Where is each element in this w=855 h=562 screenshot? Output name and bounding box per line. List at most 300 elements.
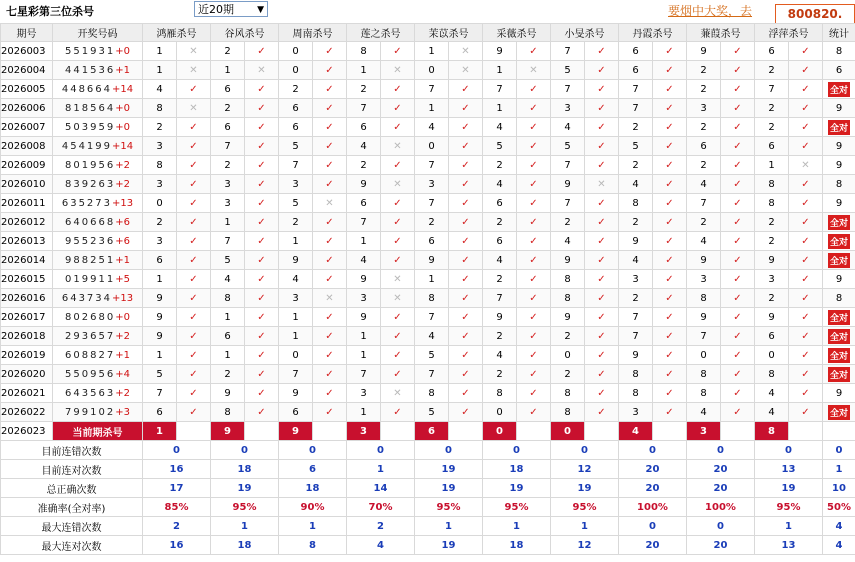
kill-value: 7 <box>755 80 789 99</box>
check-icon <box>449 137 483 156</box>
hit-check-icon: ✓ <box>189 216 198 228</box>
hit-check-icon: ✓ <box>665 178 674 190</box>
draw-increment: +0 <box>115 45 130 57</box>
table-row <box>1 99 855 118</box>
hit-check-icon: ✓ <box>597 102 606 114</box>
kill-value: 3 <box>619 270 653 289</box>
kill-value: 7 <box>211 137 245 156</box>
kill-value: 2 <box>415 213 449 232</box>
check-icon <box>789 118 823 137</box>
hit-check-icon: ✓ <box>733 330 742 342</box>
cross-icon <box>177 99 211 118</box>
draw-increment: +6 <box>115 235 130 247</box>
period-cell: 2026007 <box>1 118 53 137</box>
table-row <box>1 232 855 251</box>
miss-cross-icon: ✕ <box>325 292 334 304</box>
hit-check-icon: ✓ <box>461 292 470 304</box>
current-kill-blank <box>381 422 415 441</box>
period-range-value: 近20期 <box>198 3 234 16</box>
stats-value: 1 <box>483 517 551 536</box>
hit-check-icon: ✓ <box>597 330 606 342</box>
hit-check-icon: ✓ <box>801 406 810 418</box>
current-kill-label: 当前期杀号 <box>53 422 143 441</box>
draw-digits: 988251 <box>65 254 116 266</box>
hit-check-icon: ✓ <box>597 140 606 152</box>
kill-value: 2 <box>687 118 721 137</box>
hit-check-icon: ✓ <box>597 292 606 304</box>
stat-cell <box>823 346 855 365</box>
kill-value: 9 <box>347 308 381 327</box>
draw-numbers-cell <box>53 403 143 422</box>
kill-value: 2 <box>483 270 517 289</box>
draw-increment: +13 <box>112 292 134 304</box>
check-icon <box>245 270 279 289</box>
kill-value: 2 <box>347 156 381 175</box>
check-icon <box>517 118 551 137</box>
stat-cell <box>823 270 855 289</box>
hit-check-icon: ✓ <box>733 102 742 114</box>
check-icon <box>585 118 619 137</box>
kill-value: 7 <box>551 80 585 99</box>
hit-check-icon: ✓ <box>801 197 810 209</box>
draw-increment: +0 <box>115 121 130 133</box>
stat-cell <box>823 327 855 346</box>
miss-cross-icon: ✕ <box>393 140 402 152</box>
stats-label: 最大连对次数 <box>1 536 143 555</box>
check-icon <box>721 232 755 251</box>
hit-check-icon: ✓ <box>325 387 334 399</box>
kill-value: 1 <box>143 270 177 289</box>
current-kill-blank <box>313 422 347 441</box>
check-icon <box>313 365 347 384</box>
stats-value: 20 <box>687 460 755 479</box>
hit-check-icon: ✓ <box>325 45 334 57</box>
kill-value: 4 <box>415 118 449 137</box>
cross-icon <box>381 137 415 156</box>
hit-check-icon: ✓ <box>461 102 470 114</box>
hit-check-icon: ✓ <box>733 140 742 152</box>
check-icon <box>517 99 551 118</box>
chevron-down-icon: ▼ <box>257 5 264 15</box>
kill-value: 5 <box>619 137 653 156</box>
hit-check-icon: ✓ <box>393 121 402 133</box>
cross-icon <box>381 384 415 403</box>
stats-value: 100% <box>687 498 755 517</box>
kill-value: 9 <box>279 384 313 403</box>
stats-value: 14 <box>347 479 415 498</box>
check-icon <box>517 308 551 327</box>
kill-value: 9 <box>143 327 177 346</box>
draw-numbers-cell <box>53 175 143 194</box>
kill-value: 6 <box>483 194 517 213</box>
hit-check-icon: ✓ <box>393 330 402 342</box>
hit-check-icon: ✓ <box>665 311 674 323</box>
check-icon <box>721 327 755 346</box>
check-icon <box>245 232 279 251</box>
check-icon <box>653 194 687 213</box>
stats-value: 100% <box>619 498 687 517</box>
table-row <box>1 137 855 156</box>
hit-check-icon: ✓ <box>733 368 742 380</box>
kill-value: 8 <box>415 289 449 308</box>
stats-value: 20 <box>619 460 687 479</box>
current-stat-blank <box>823 422 855 441</box>
kill-value: 9 <box>347 270 381 289</box>
hit-check-icon: ✓ <box>189 387 198 399</box>
hit-check-icon: ✓ <box>257 197 266 209</box>
kill-value: 6 <box>347 194 381 213</box>
period-cell: 2026019 <box>1 346 53 365</box>
kill-value: 2 <box>483 156 517 175</box>
hit-check-icon: ✓ <box>733 64 742 76</box>
check-icon <box>585 289 619 308</box>
cross-icon <box>381 175 415 194</box>
hit-check-icon: ✓ <box>393 83 402 95</box>
hit-check-icon: ✓ <box>801 311 810 323</box>
hit-check-icon: ✓ <box>597 216 606 228</box>
kill-value: 3 <box>687 270 721 289</box>
hit-check-icon: ✓ <box>665 121 674 133</box>
hit-check-icon: ✓ <box>393 368 402 380</box>
draw-numbers-cell <box>53 99 143 118</box>
check-icon <box>245 384 279 403</box>
stats-value: 4 <box>347 536 415 555</box>
hit-check-icon: ✓ <box>325 159 334 171</box>
hit-check-icon: ✓ <box>597 311 606 323</box>
kill-value: 8 <box>619 365 653 384</box>
stat-cell <box>823 118 855 137</box>
hit-check-icon: ✓ <box>257 292 266 304</box>
kill-value: 7 <box>551 42 585 61</box>
hit-check-icon: ✓ <box>257 273 266 285</box>
draw-numbers-cell <box>53 251 143 270</box>
check-icon <box>177 270 211 289</box>
draw-increment: +2 <box>115 330 130 342</box>
all-correct-badge: 全对 <box>828 310 850 325</box>
kill-value: 7 <box>687 327 721 346</box>
miss-cross-icon: ✕ <box>325 197 334 209</box>
hit-check-icon: ✓ <box>461 197 470 209</box>
kill-value: 4 <box>483 346 517 365</box>
stats-value: 8 <box>279 536 347 555</box>
check-icon <box>585 384 619 403</box>
check-icon <box>381 156 415 175</box>
check-icon <box>245 156 279 175</box>
check-icon <box>653 99 687 118</box>
all-correct-badge: 全对 <box>828 215 850 230</box>
table-row <box>1 156 855 175</box>
kill-value: 9 <box>687 251 721 270</box>
hit-check-icon: ✓ <box>665 83 674 95</box>
hit-check-icon: ✓ <box>801 387 810 399</box>
period-cell: 2026017 <box>1 308 53 327</box>
header-expert: 茉苡杀号 <box>415 24 483 42</box>
check-icon <box>177 156 211 175</box>
stat-value: 8 <box>835 178 843 190</box>
kill-value: 5 <box>551 61 585 80</box>
kill-value: 4 <box>483 251 517 270</box>
draw-increment: +1 <box>115 349 130 361</box>
hit-check-icon: ✓ <box>189 349 198 361</box>
current-kill-value: 3 <box>687 422 721 441</box>
draw-increment: +5 <box>115 273 130 285</box>
all-correct-badge: 全对 <box>828 234 850 249</box>
stats-value: 19 <box>415 479 483 498</box>
hit-check-icon: ✓ <box>801 330 810 342</box>
hit-check-icon: ✓ <box>801 368 810 380</box>
kill-value: 7 <box>415 365 449 384</box>
stat-value: 9 <box>835 387 843 399</box>
draw-increment: +0 <box>115 311 130 323</box>
hit-check-icon: ✓ <box>733 83 742 95</box>
hit-check-icon: ✓ <box>597 406 606 418</box>
check-icon <box>789 346 823 365</box>
miss-cross-icon: ✕ <box>801 159 810 171</box>
kill-value: 6 <box>211 118 245 137</box>
all-correct-badge: 全对 <box>828 329 850 344</box>
period-cell: 2026011 <box>1 194 53 213</box>
kill-value: 5 <box>415 346 449 365</box>
hit-check-icon: ✓ <box>665 64 674 76</box>
check-icon <box>381 118 415 137</box>
hit-check-icon: ✓ <box>529 178 538 190</box>
check-icon <box>449 99 483 118</box>
hit-check-icon: ✓ <box>665 349 674 361</box>
hit-check-icon: ✓ <box>393 159 402 171</box>
kill-value: 7 <box>483 289 517 308</box>
kill-value: 1 <box>143 346 177 365</box>
check-icon <box>517 42 551 61</box>
draw-digits: 608827 <box>65 349 116 361</box>
stats-value: 4 <box>823 517 855 536</box>
kill-value: 3 <box>551 99 585 118</box>
check-icon <box>177 137 211 156</box>
kill-value: 2 <box>619 118 653 137</box>
kill-value: 3 <box>619 403 653 422</box>
hit-check-icon: ✓ <box>189 159 198 171</box>
kill-value: 4 <box>347 137 381 156</box>
check-icon <box>177 327 211 346</box>
draw-digits: 802680 <box>65 311 116 323</box>
hit-check-icon: ✓ <box>189 197 198 209</box>
kill-value: 9 <box>687 42 721 61</box>
kill-value: 2 <box>211 156 245 175</box>
draw-increment: +14 <box>112 140 134 152</box>
kill-value: 2 <box>687 61 721 80</box>
stats-value: 0 <box>619 441 687 460</box>
hit-check-icon: ✓ <box>189 121 198 133</box>
check-icon <box>585 403 619 422</box>
stats-value: 20 <box>619 536 687 555</box>
kill-value: 9 <box>551 308 585 327</box>
check-icon <box>449 308 483 327</box>
hit-check-icon: ✓ <box>189 178 198 190</box>
kill-value: 1 <box>143 61 177 80</box>
kill-value: 2 <box>755 213 789 232</box>
kill-value: 6 <box>619 42 653 61</box>
stats-value: 19 <box>211 479 279 498</box>
hit-check-icon: ✓ <box>461 254 470 266</box>
hit-check-icon: ✓ <box>597 273 606 285</box>
kill-value: 8 <box>211 289 245 308</box>
check-icon <box>381 42 415 61</box>
stats-value: 0 <box>483 441 551 460</box>
hit-check-icon: ✓ <box>393 311 402 323</box>
kill-value: 5 <box>279 194 313 213</box>
check-icon <box>381 251 415 270</box>
check-icon <box>721 194 755 213</box>
miss-cross-icon: ✕ <box>393 387 402 399</box>
hit-check-icon: ✓ <box>189 83 198 95</box>
kill-value: 8 <box>755 194 789 213</box>
hit-check-icon: ✓ <box>393 349 402 361</box>
draw-increment: +4 <box>115 368 130 380</box>
check-icon <box>721 251 755 270</box>
kill-value: 7 <box>415 194 449 213</box>
check-icon <box>789 403 823 422</box>
check-icon <box>585 251 619 270</box>
stats-value: 0 <box>551 441 619 460</box>
kill-value: 1 <box>483 99 517 118</box>
current-kill-blank <box>789 422 823 441</box>
check-icon <box>517 365 551 384</box>
draw-increment: +6 <box>115 216 130 228</box>
hit-check-icon: ✓ <box>597 235 606 247</box>
kill-value: 7 <box>347 99 381 118</box>
kill-value: 2 <box>347 80 381 99</box>
kill-value: 6 <box>211 327 245 346</box>
check-icon <box>381 232 415 251</box>
kill-value: 4 <box>687 232 721 251</box>
check-icon <box>245 137 279 156</box>
check-icon <box>245 213 279 232</box>
hit-check-icon: ✓ <box>801 45 810 57</box>
stats-value: 0 <box>279 441 347 460</box>
hit-check-icon: ✓ <box>733 349 742 361</box>
period-cell: 2026013 <box>1 232 53 251</box>
check-icon <box>313 327 347 346</box>
stat-cell <box>823 365 855 384</box>
hit-check-icon: ✓ <box>461 121 470 133</box>
check-icon <box>585 42 619 61</box>
stats-value: 4 <box>823 536 855 555</box>
current-kill-blank <box>449 422 483 441</box>
hit-check-icon: ✓ <box>461 368 470 380</box>
hit-check-icon: ✓ <box>801 292 810 304</box>
check-icon <box>721 42 755 61</box>
period-range-select[interactable] <box>194 1 268 17</box>
check-icon <box>721 156 755 175</box>
check-icon <box>245 346 279 365</box>
kill-value: 7 <box>619 327 653 346</box>
check-icon <box>653 346 687 365</box>
hit-check-icon: ✓ <box>597 83 606 95</box>
hit-check-icon: ✓ <box>325 83 334 95</box>
stats-value: 6 <box>279 460 347 479</box>
stats-value: 12 <box>551 536 619 555</box>
stats-value: 1 <box>823 460 855 479</box>
hit-check-icon: ✓ <box>189 368 198 380</box>
check-icon <box>789 80 823 99</box>
kill-value: 3 <box>415 175 449 194</box>
kill-value: 6 <box>619 61 653 80</box>
hit-check-icon: ✓ <box>733 45 742 57</box>
kill-value: 2 <box>755 232 789 251</box>
kill-value: 8 <box>619 194 653 213</box>
cross-icon <box>381 61 415 80</box>
stats-value: 90% <box>279 498 347 517</box>
draw-numbers-cell <box>53 194 143 213</box>
check-icon <box>313 213 347 232</box>
stats-value: 2 <box>347 517 415 536</box>
check-icon <box>653 61 687 80</box>
stats-value: 1 <box>755 517 823 536</box>
kill-value: 4 <box>619 175 653 194</box>
hit-check-icon: ✓ <box>325 273 334 285</box>
hit-check-icon: ✓ <box>393 254 402 266</box>
check-icon <box>313 99 347 118</box>
stat-cell <box>823 99 855 118</box>
current-kill-value: 3 <box>347 422 381 441</box>
stat-cell <box>823 289 855 308</box>
check-icon <box>381 327 415 346</box>
table-row <box>1 251 855 270</box>
check-icon <box>653 137 687 156</box>
hit-check-icon: ✓ <box>665 159 674 171</box>
hit-check-icon: ✓ <box>393 45 402 57</box>
check-icon <box>789 289 823 308</box>
hit-check-icon: ✓ <box>529 216 538 228</box>
check-icon <box>381 365 415 384</box>
table-row <box>1 61 855 80</box>
draw-numbers-cell <box>53 365 143 384</box>
check-icon <box>517 327 551 346</box>
kill-value: 1 <box>347 61 381 80</box>
kill-value: 5 <box>415 403 449 422</box>
draw-digits: 643734 <box>61 292 113 304</box>
stats-value: 0 <box>687 441 755 460</box>
stats-value: 50% <box>823 498 855 517</box>
hit-check-icon: ✓ <box>529 254 538 266</box>
stat-cell <box>823 156 855 175</box>
kill-value: 2 <box>483 213 517 232</box>
ad-link[interactable]: 要烟中大奖，去 <box>668 4 753 18</box>
kill-value: 6 <box>279 403 313 422</box>
stat-value: 9 <box>835 197 843 209</box>
period-cell: 2026006 <box>1 99 53 118</box>
kill-value: 7 <box>551 194 585 213</box>
draw-numbers-cell <box>53 118 143 137</box>
stats-label: 目前连对次数 <box>1 460 143 479</box>
period-cell: 2026010 <box>1 175 53 194</box>
kill-value: 0 <box>143 194 177 213</box>
check-icon <box>653 80 687 99</box>
header-numbers: 开奖号码 <box>53 24 143 42</box>
stats-value: 95% <box>415 498 483 517</box>
check-icon <box>245 118 279 137</box>
hit-check-icon: ✓ <box>597 121 606 133</box>
check-icon <box>789 61 823 80</box>
current-kill-blank <box>245 422 279 441</box>
hit-check-icon: ✓ <box>529 311 538 323</box>
hit-check-icon: ✓ <box>257 45 266 57</box>
stat-cell <box>823 251 855 270</box>
kill-value: 7 <box>279 365 313 384</box>
check-icon <box>449 232 483 251</box>
kill-value: 3 <box>211 175 245 194</box>
hit-check-icon: ✓ <box>665 368 674 380</box>
current-kill-value: 1 <box>143 422 177 441</box>
